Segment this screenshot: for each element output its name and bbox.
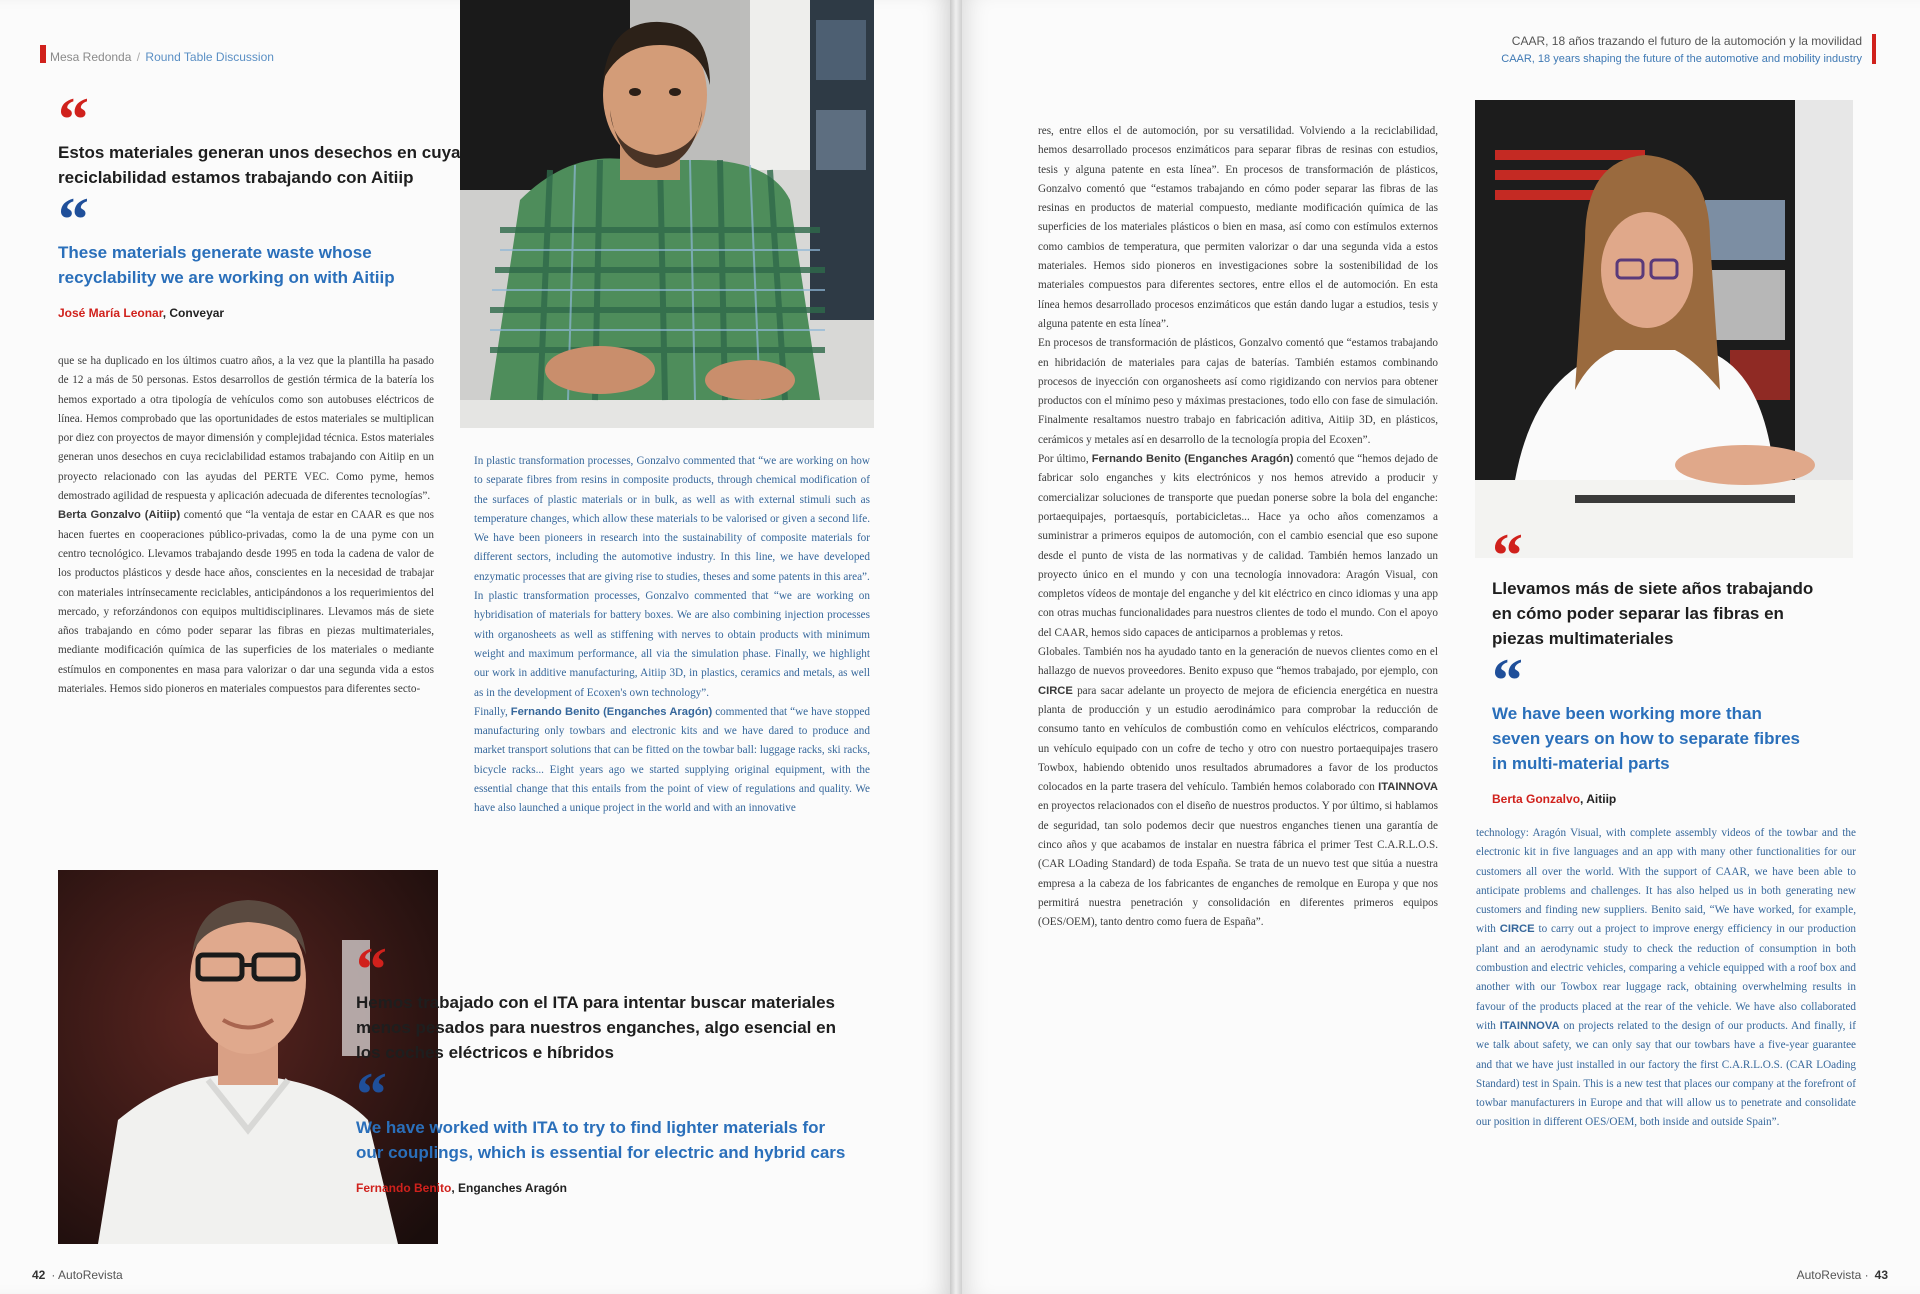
right-page [962,0,1920,1294]
pull-quote-leonar [58,86,478,320]
body-paragraph [1476,824,1856,1133]
page-number-left: 42 [32,1268,46,1282]
running-header [1501,32,1862,68]
header-rule [40,45,46,63]
quote-credit: Fernando Benito, Enganches Aragón [356,1181,567,1195]
body-paragraph: res, entre ellos el de automoción, por su versatilidad. Volviendo a la reciclabilidad, hemos desarrollado procesos enzimáticos para separar fibras de resinas con estudios, tesis y alguna patente en esta línea”. En procesos de transformación de plásticos, Gonzalvo comentó que “estamos trabajando en cómo poder separar las fibras de las resinas en productos de material compuesto, mediante modificación química de las superficies de los materiales plásticos o bien en masa, así como con estímulos externos como cambios de temperatura, que permiten valorizar o dar una segunda vida a estos materiales. Hemos sido pioneros en investigaciones sobre la sostenibilidad de los materiales compuestos para diferentes sectores, entre ellos el de automoción. En esta línea hemos desarrollado procesos enzimáticos que están dando lugar a estudios, tesis y alguna patente en esta línea”. [1038,125,1438,330]
body-text: commented that “we have stopped manufacturing only towbars and electronic kits and we have dared to produce and market transport solutions that can be fitted on the towbar ball: luggage racks, ski racks, bicycle racks... Eight years ago we started supplying original equipment, with the essential change that this entails from the point of view of regulations and quality. We have also launched a unique project in the world and with an innovative [474,705,870,815]
quote-credit: José María Leonar, Conveyar [58,306,225,320]
body-column-es-left [58,352,434,842]
photo-jose-maria-leonar [460,0,874,428]
body-text: to carry out a project to improve energy efficiency in our production plant and an aerodynamic study to check the reduction of consumption in both combustion and electric vehicles, comparing a vehicle equipped with a roof box and another with our Towbox rear luggage rack, obtaining overwhelming results in favour of the products placed at the rear of the vehicle. We have also collaborated with [1476,923,1856,1032]
body-column-en-right [1476,824,1856,1254]
credit-company: Aitiip [1586,792,1617,806]
credit-name: Berta Gonzalvo [1492,792,1581,806]
footer-right: AutoRevista · 43 [1796,1268,1888,1282]
body-text: Por último, [1038,453,1092,466]
quote-text-es: Llevamos más de siete años trabajando en cómo poder separar las fibras en piezas multimateriales [1492,579,1814,648]
body-text: Globales. También nos ha ayudado tanto en la generación de nuevos clientes como en el hallazgo de nuevos proveedores. Benito expuso que “hemos trabajado, por ejemplo, con [1038,646,1438,678]
publication-name: AutoRevista [58,1268,123,1282]
running-header-es: CAAR, 18 años trazando el futuro de la automoción y la movilidad [1511,34,1862,48]
body-paragraph [1038,450,1438,643]
left-page [0,0,950,1294]
body-paragraph [58,506,434,699]
section-header [50,50,274,64]
body-text: comentó que “la ventaja de estar en CAAR es que nos hacen fuertes en cooperaciones público-privadas, como la de una pyme con un centro tecnológico. Llevamos trabajando desde 1995 en toda la cadena de valor de los productos plásticos y desde hace años, conscientes en la necesidad de trabajar con materiales intrínsecamente reciclables, anticipándonos a los requerimientos del mercado, y reforzándonos con equipos multidisciplinares. Llevamos más de siete años trabajando en cómo poder separar las fibras en piezas multimateriales, mediante modificación química de las superficies de los materiales o mediante estímulos en componentes en masa para valorizar o dar una segunda vida a estos materiales. Hemos sido pioneros en materiales compuestos para diferentes secto- [58,509,434,696]
speaker-name: Fernando Benito (Enganches Aragón) [1091,453,1294,466]
body-paragraph: En procesos de transformación de plásticos, Gonzalvo comentó que “estamos trabajando en hibridación de materiales para cajas de baterías. También estamos combinando procesos de inyección con organosheets así como rigidizando con nervios para obtener productos con el mínimo peso y máximas prestaciones, todo ello con fase de simulación. Finalmente resaltamos nuestro trabajo en fabricación aditiva, Aitiip 3D, en plásticos, cerámicos y metales así en desarrollo de la tecnología propia del Ecoxen”. [1038,337,1438,446]
body-text: comentó que “hemos dejado de fabricar solo enganches y kits electrónicos y nos hemos atrevido a producir y comercializar soluciones de transporte que puedan ponerse sobre la bola del enganche: portaequipajes, portaesquís, portabicicletas... Hace ya ocho años comenzamos a suministrar a primeros equipos de automoción, con el cambio esencial que eso supone desde el punto de vista de las normativas y de calidad. También hemos lanzado un proyecto único en el mundo y con una tecnología innovadora: Aragón Visual, con completos vídeos de montaje del enganche y del kit eléctrico en cinco idiomas y una app con otras muchas funcionalidades para nuestros clientes de todo el mundo. Con el apoyo del CAAR, hemos sido capaces de anticiparnos a problemas y retos. [1038,453,1438,639]
spine-gutter [950,0,962,1294]
quote-text-en: We have worked with ITA to try to find lighter materials for our couplings, which is essential for electric and hybrid cars [356,1118,846,1162]
quote-text-en: We have been working more than seven years on how to separate fibres in multi-material parts [1492,704,1801,773]
section-title-es: Mesa Redonda [50,50,132,64]
credit-name: Fernando Benito [356,1181,452,1195]
section-separator: / [136,50,141,64]
company-name: CIRCE [1038,684,1073,697]
running-header-en: CAAR, 18 years shaping the future of the automotive and mobility industry [1501,53,1862,65]
credit-name: José María Leonar [58,306,163,320]
pull-quote-gonzalvo [1492,522,1852,806]
header-rule [1872,34,1876,64]
company-name: ITAINNOVA [1378,781,1438,794]
quote-mark-blue-icon: “ [58,186,89,254]
body-paragraph: In plastic transformation processes, Gonzalvo commented that “we are working on how to separate fibres from resins in composite products, through chemical modification of the surfaces of plastic materials or in bulk, as well as with external stimuli such as temperature changes, which allow these materials to be valorised or given a second life. We have been pioneers in research into the sustainability of composite materials for different sectors, including the automotive industry. In this line, we have developed enzymatic processes that are giving rise to studies, theses and some patents in this area”. [474,455,870,583]
quote-mark-red-icon: “ [1492,522,1523,590]
quote-credit: Berta Gonzalvo, Aitiip [1492,792,1617,806]
quote-text-es: Hemos trabajado con el ITA para intentar buscar materiales menos pesados para nuestros enganches, algo esencial en los coches eléctricos e híbridos [356,993,836,1062]
section-title-en: Round Table Discussion [145,50,274,64]
photo-woman-white-top [1475,100,1853,558]
quote-text-es: Estos materiales generan unos desechos en cuya reciclabilidad estamos trabajando con Aitiip [58,143,461,187]
body-text: Finally, [474,705,511,718]
body-paragraph: In plastic transformation processes, Gonzalvo commented that “we are working on hybridisation of materials for battery boxes. We are also combining injection processes with organosheets as well as stiffening with nerves to obtain products with minimum weight and maximum performance, all via the simulation phase. Finally, we highlight our work in additive manufacturing, Aitiip 3D, in plastics, ceramics and metals, as well as in the development of Ecoxen's own technology”. [474,590,870,699]
quote-mark-red-icon: “ [356,936,387,1004]
page-number-right: 43 [1874,1268,1888,1282]
body-paragraph [1038,643,1438,932]
speaker-name: Berta Gonzalvo (Aitiip) [58,509,181,522]
body-text: technology: Aragón Visual, with complete assembly videos of the towbar and the electronic kit in five languages and an app with many other functionalities for our customers all over the world. With the support of CAAR, we have been able to anticipate problems and challenges. It has also helped us in both generating new customers and finding new suppliers. Benito said, “We have worked, for example, with [1476,827,1856,936]
photo-berta-gonzalvo [1475,100,1853,558]
company-name: CIRCE [1499,923,1535,936]
quote-mark-blue-icon: “ [1492,647,1523,715]
body-text: on projects related to the design of our products. And finally, if we talk about safety, we can only say that our towbars have a five-year guarantee and that we have just installed in our factory the first C.A.R.L.O.S. (CAR LOading Standard) test in Spain. This is a new test that places our company at the forefront of towbar manufacturers in Europe and that will allow us to penetrate and consolidate our position in different OES/OEM, both inside and outside Spain”. [1476,1019,1856,1129]
quote-mark-red-icon: “ [58,86,89,154]
body-paragraph: que se ha duplicado en los últimos cuatro años, a la vez que la plantilla ha pasado de 12 a más de 50 personas. Estos desarrollos de gestión térmica de la batería los hemos exportado a otra tipología de vehículos como son autobuses eléctricos de línea. Hemos comprobado que las oportunidades de estos materiales se multiplican por diez con proyectos de mayor dimensión y complejidad técnica. Estos materiales generan unos desechos en cuya reciclabilidad estamos trabajando con Aitiip en un proyecto relacionado con las ayudas del PERTE VEC. Como pyme, hemos demostrado agilidad de respuesta y aplicación adecuada de diferentes tecnologías”. [58,355,434,503]
credit-company: Conveyar [169,306,225,320]
body-column-en-middle [474,452,870,958]
speaker-name: Fernando Benito (Enganches Aragón) [510,705,713,718]
body-text: para sacar adelante un proyecto de mejora de eficiencia energética en nuestra planta de producción y un estudio aerodinámico para comprobar la reducción de consumo tanto en vehículos de combustión como en vehículos eléctricos, comparando un vehículo equipado con un cofre de techo y otro con nuestro portaequipajes trasero Towbox, habiendo obtenido unos resultados abrumadores a favor de los productos colocados en la parte trasera del vehículo. También hemos colaborado con [1038,684,1438,794]
body-paragraph [474,703,870,819]
company-name: ITAINNOVA [1499,1019,1560,1032]
footer-left: 42 · AutoRevista [32,1268,123,1282]
quote-mark-blue-icon: “ [356,1061,387,1129]
photo-man-plaid-shirt [460,0,874,428]
body-column-es-right [1038,122,1438,1262]
pull-quote-benito [356,936,856,1195]
credit-company: Enganches Aragón [458,1181,567,1195]
publication-name: AutoRevista [1796,1268,1862,1282]
quote-text-en: These materials generate waste whose recyclability we are working on with Aitiip [58,243,395,287]
body-text: en proyectos relacionados con el diseño de nuestros productos. Y por último, si hablamos de seguridad, tan solo podemos decir que nuestros enganches tienen una garantía de cinco años y que acabamos de instalar en nuestra fábrica el primer Test C.A.R.L.O.S. (CAR LOading Standard) de toda España. Se trata de un nuevo test que sitúa a nuestra empresa a la cabeza de los fabricantes de enganches de remolque en Europa y que nos permitirá nuestra penetración y consolidación en diferentes primeros equipos (OES/OEM), tanto dentro como fuera de España”. [1038,800,1438,929]
